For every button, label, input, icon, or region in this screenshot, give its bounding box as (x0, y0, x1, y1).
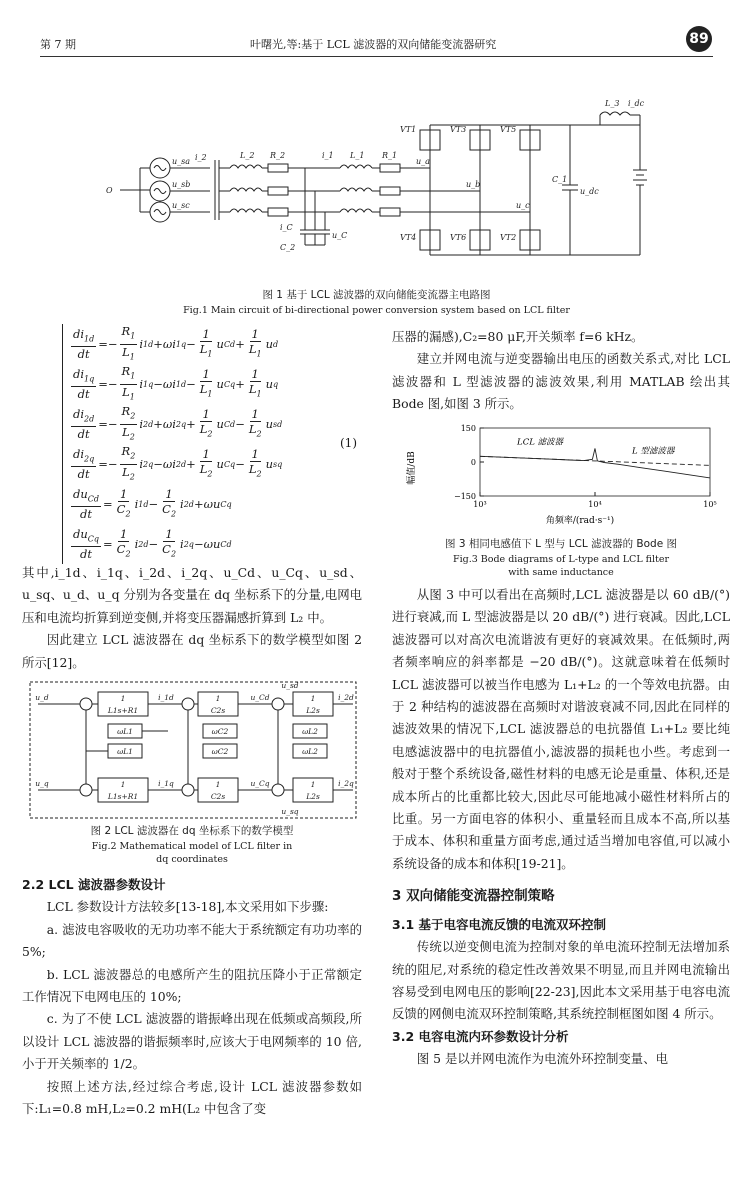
y-tick-label: −150 (454, 492, 476, 501)
x-axis-label: 角频率/(rad·s⁻¹) (545, 516, 615, 526)
fig3-caption-en-2: with same inductance (508, 567, 614, 578)
signal-label: i_1d (158, 693, 174, 702)
label-l1: L_1 (350, 151, 365, 160)
label-c2: C_2 (280, 243, 296, 252)
signal-label: i_2q (338, 779, 354, 788)
label-uc-cap: u_C (332, 231, 348, 240)
lcl-filter-series-line (480, 448, 710, 478)
block-num: 1 (120, 694, 126, 703)
x-tick-label: 10⁴ (588, 500, 602, 509)
signal-label: u_q (35, 779, 49, 788)
block-num: 1 (310, 694, 316, 703)
signal-label: u_sq (281, 807, 299, 816)
cross-block: ωL1 (117, 727, 133, 736)
equation-number: (1) (340, 436, 357, 450)
subsection-heading: 3.1 基于电容电流反馈的电流双环控制 (392, 916, 606, 932)
label-udc: u_dc (580, 187, 599, 196)
series-label-lcl: LCL 滤波器 (517, 437, 564, 448)
running-title: 叶曙光,等:基于 LCL 滤波器的双向储能变流器研究 (250, 38, 497, 51)
label-vt4: VT4 (400, 233, 417, 242)
fig2-caption-en-2: dq coordinates (156, 854, 228, 865)
label-ua: u_a (416, 157, 430, 166)
issue-number: 第 7 期 (40, 38, 76, 51)
section-heading: 3 双向储能变流器控制策略 (392, 888, 555, 905)
label-vt1: VT1 (400, 125, 417, 134)
block-num: 1 (215, 694, 221, 703)
page-number: 89 (686, 26, 712, 52)
signal-label: u_Cq (250, 779, 270, 788)
paragraph: LCL 参数设计方法较多[13-18],本文采用如下步骤: (46, 899, 329, 915)
label-usa: u_sa (172, 157, 191, 166)
y-tick-label: 0 (470, 458, 476, 467)
block-den: L2s (306, 706, 320, 715)
block-num: 1 (310, 780, 316, 789)
left-column-top (22, 562, 362, 674)
equation-line: $\frac{di_{2q}}{dt}$ =− $\frac{R_2}{L_2}$ i 2q −ωi 2d + $\frac{1}{L_2}$ u Cq − $\frac{1}{L_2}$ u sq (73, 444, 283, 482)
y-axis-label: 幅值/dB (407, 451, 417, 485)
signal-label: u_d (35, 693, 49, 702)
label-r2: R_2 (270, 151, 286, 160)
fig3-bode-chart (400, 418, 720, 530)
label-vt3: VT3 (450, 125, 467, 134)
block-den: C2s (210, 706, 226, 715)
label-ub: u_b (466, 180, 481, 189)
paragraph: 其中,i_1d、i_1q、i_2d、i_2q、u_Cd、u_Cq、u_sd、u_sq、u_d、u_q 分别为各变量在 dq 坐标系下的分量,电网电压和电流均折算到逆变侧,并将变压器漏感折算到 L₂ 中。 (22, 565, 362, 625)
x-tick-label: 10⁵ (703, 500, 717, 509)
block-den: L1s+R1 (107, 792, 139, 801)
paragraph: 压器的漏感),C₂=80 μF,开关频率 f=6 kHz。 (392, 329, 644, 344)
fig3-caption-cn: 图 3 相同电感值下 L 型与 LCL 滤波器的 Bode 图 (444, 538, 677, 550)
paragraph: 传统以逆变侧电流为控制对象的单电流环控制无法增加系统的阻尼,对系统的稳定性改善效果不明显,而且并网电流输出容易受到电网电压的影响[22-23],因此本文采用基于电容电流反馈的网侧电流双环控制策略,其系统控制框图如图 4 所示。 (392, 939, 730, 1022)
paragraph: a. 滤波电容吸收的无功功率不能大于系统额定有功功率的 5%; (22, 921, 362, 960)
fig2-caption-en: Fig.2 Mathematical model of LCL filter in (91, 841, 293, 852)
label-l3: L_3 (605, 99, 620, 108)
right-column-bottom (392, 584, 730, 1071)
label-r1: R_1 (382, 151, 398, 160)
block-den: L1s+R1 (107, 706, 139, 715)
cross-block: ωC2 (211, 727, 229, 736)
signal-label: i_2d (338, 693, 354, 702)
y-tick-label: 150 (460, 424, 476, 433)
label-idc: i_dc (628, 99, 645, 108)
cross-block: ωL2 (302, 727, 318, 736)
equation-line: $\frac{du_{Cd}}{dt}$ = $\frac{1}{C_2}$ i 1d − $\frac{1}{C_2}$ i 2d +ωu Cq (73, 486, 232, 522)
paragraph: 从图 3 中可以看出在高频时,LCL 滤波器是以 60 dB/(°) 进行衰减,而 L 型滤波器是以 20 dB/(°) 进行衰减。因此,LCL 滤波器可以对高次电流谐波有更好的衰减效果。在低频时,两者频率响应的斜率都是 −20 dB/(°)。这就意味着在低频时 LCL 滤波器可以被当作电感为 L₁+L₂ 的一个等效电抗器。由于 2 种结构的滤波器在高频时对谐波衰减不同,因此在同样的滤波效果的情况下,LCL 滤波器总的电抗器值 L₁+L₂ 要比纯电感滤波器中的电抗器值小,滤波器的损耗也小些。考虑到一般对于整个系统设备,磁性材料的电感无论是重量、体积,还是成本所占的比重都比较大,因此尽可能地减小磁性材料所占的比重。另一方面电容的体积小、重量轻而且成本不高,所以基于成本、体积和重量方面考虑,通过适当增加电容值,可以减小系统设备的成本和体积[19-21]。 (392, 587, 730, 871)
cross-block: ωC2 (211, 747, 229, 756)
paragraph: 因此建立 LCL 滤波器在 dq 坐标系下的数学模型如图 2 所示[12]。 (22, 632, 362, 670)
label-uc: u_c (516, 201, 530, 210)
label-i1: i_1 (322, 151, 334, 160)
label-ic: i_C (280, 223, 293, 232)
block-den: L2s (306, 792, 320, 801)
equation-line: $\frac{du_{Cq}}{dt}$ = $\frac{1}{C_2}$ i 2d − $\frac{1}{C_2}$ i 2q −ωu Cd (73, 526, 232, 562)
cross-block: ωL1 (117, 747, 133, 756)
signal-label: u_sd (281, 681, 299, 690)
paragraph: b. LCL 滤波器总的电感所产生的阻抗压降小于正常额定工作情况下电网电压的 10%; (22, 966, 362, 1005)
paragraph: 按照上述方法,经过综合考虑,设计 LCL 滤波器参数如下:L₁=0.8 mH,L₂=0.2 mH(L₂ 中包含了变 (22, 1078, 362, 1117)
label-usc: u_sc (172, 201, 190, 210)
cross-block: ωL2 (302, 747, 318, 756)
signal-label: u_Cd (250, 693, 270, 702)
series-label-l: L 型滤波器 (632, 446, 675, 457)
fig3-caption-en: Fig.3 Bode diagrams of L-type and LCL filter (452, 554, 670, 565)
section-heading: 2.2 LCL 滤波器参数设计 (22, 877, 166, 892)
label-o: O (106, 186, 113, 195)
label-usb: u_sb (172, 180, 191, 189)
x-tick-label: 10³ (473, 500, 487, 509)
header-rule (40, 56, 713, 57)
paragraph: 图 5 是以并网电流作为电流外环控制变量、电 (416, 1051, 668, 1067)
block-den: C2s (210, 792, 226, 801)
equation-line: $\frac{di_{1d}}{dt}$ =− $\frac{R_1}{L_1}$ i 1d +ωi 1q − $\frac{1}{L_1}$ u Cd + $\frac{1}{L_1}$ u d (73, 324, 279, 362)
equation-line: $\frac{di_{1q}}{dt}$ =− $\frac{R_1}{L_1}$ i 1q −ωi 1d − $\frac{1}{L_1}$ u Cq + $\frac{1}{L_1}$ u q (73, 364, 279, 402)
block-num: 1 (215, 780, 221, 789)
right-column-top (392, 326, 730, 416)
label-vt2: VT2 (500, 233, 517, 242)
equation-system (62, 324, 369, 564)
signal-label: i_1q (158, 779, 174, 788)
plot-frame (480, 428, 710, 496)
label-i2: i_2 (195, 153, 207, 162)
fig1-caption-en: Fig.1 Main circuit of bi-directional power conversion system based on LCL filter (183, 305, 570, 316)
block-num: 1 (120, 780, 126, 789)
label-c1: C_1 (552, 175, 568, 184)
equation-line: $\frac{di_{2d}}{dt}$ =− $\frac{R_2}{L_2}$ i 2d +ωi 2q + $\frac{1}{L_2}$ u Cd − $\frac{1}{L_2}$ u sd (73, 404, 283, 442)
paragraph: 建立并网电流与逆变器输出电压的函数关系式,对比 LCL 滤波器和 L 型滤波器的滤波效果,利用 MATLAB 绘出其 Bode 图,如图 3 所示。 (392, 351, 730, 412)
subsection-heading: 3.2 电容电流内环参数设计分析 (392, 1028, 569, 1044)
fig1-caption-cn: 图 1 基于 LCL 滤波器的双向储能变流器主电路图 (262, 289, 491, 301)
label-vt6: VT6 (450, 233, 467, 242)
paragraph: c. 为了不使 LCL 滤波器的谐振峰出现在低频或高频段,所以设计 LCL 滤波器的谐振频率时,应该大于电网频率的 10 倍,小于开关频率的 1/2。 (22, 1011, 362, 1072)
fig2-block-diagram (28, 680, 358, 820)
fig1-circuit (100, 90, 660, 290)
fig2-caption-cn: 图 2 LCL 滤波器在 dq 坐标系下的数学模型 (90, 825, 294, 837)
label-l2: L_2 (240, 151, 255, 160)
l-filter-series-line (480, 456, 710, 465)
left-column-bottom (22, 874, 362, 1120)
label-vt5: VT5 (500, 125, 517, 134)
